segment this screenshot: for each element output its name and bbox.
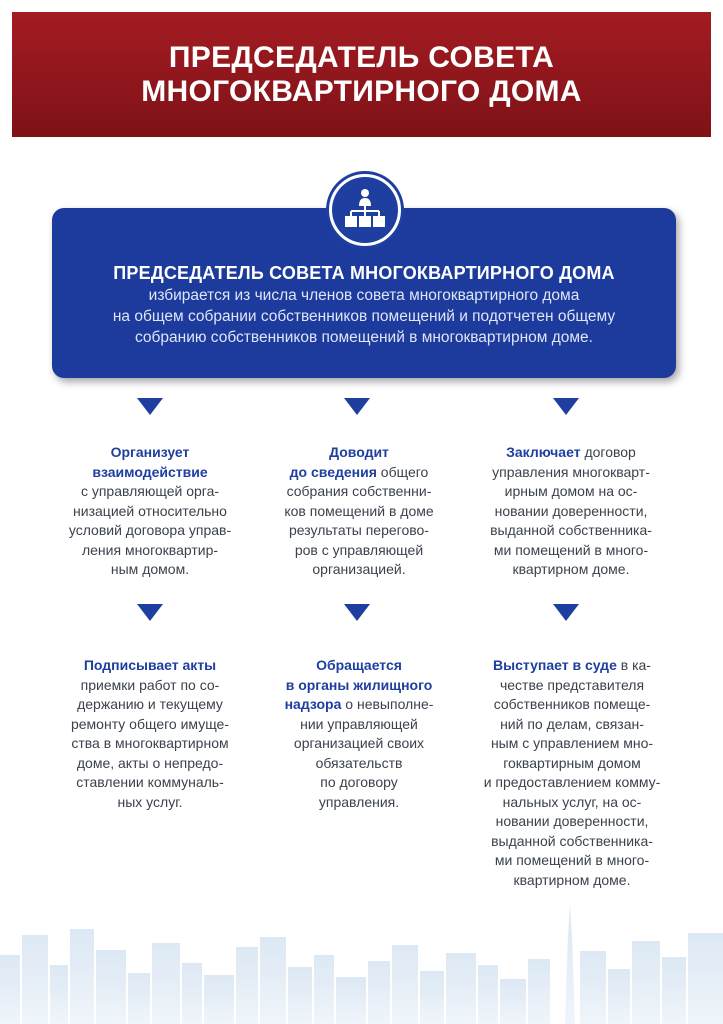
- down-arrow-icon: [553, 398, 579, 415]
- duty-line: новании доверенности,: [494, 502, 648, 519]
- duty-line: ства в многоквартирном: [71, 735, 229, 751]
- duty-line: ний по делам, связан-: [500, 715, 644, 732]
- duty-line: доме, акты о непредо-: [76, 754, 224, 771]
- hierarchy-org-chart-icon: [340, 185, 390, 235]
- duty-line: результаты перегово-: [289, 522, 429, 538]
- duty-line: и предоставлением комму-: [483, 774, 661, 790]
- duty-line: управления многокварт-: [492, 463, 650, 480]
- duty-line: новании доверенности,: [495, 813, 649, 829]
- down-arrow-icon: [553, 604, 579, 621]
- duty-line: нии управляющей: [300, 715, 418, 732]
- duty-concludes-contract: [476, 443, 666, 580]
- duty-bold: Заключает: [506, 444, 581, 460]
- duty-line: квартирном доме.: [512, 561, 630, 577]
- duty-line: ным с управлением мно-: [490, 735, 654, 751]
- duty-line: обязательств: [315, 754, 403, 771]
- duty-informs: [271, 443, 447, 580]
- intro-text: [52, 285, 676, 348]
- duty-line: по договору: [320, 774, 398, 790]
- duty-line: квартирном доме.: [513, 871, 631, 888]
- duty-line: с управляющей орга-: [80, 483, 220, 499]
- duty-bold: Обращается: [316, 657, 402, 673]
- duty-line: ми помещений в много-: [494, 852, 650, 868]
- header-banner: [12, 12, 711, 137]
- duty-line: собрания собственни-: [286, 483, 432, 499]
- city-skyline-illustration: [0, 895, 723, 1024]
- duty-line: ления многоквартир-: [81, 541, 219, 558]
- header-title-line-1: ПРЕДСЕДАТЕЛЬ СОВЕТА: [168, 40, 555, 74]
- intro-title: ПРЕДСЕДАТЕЛЬ СОВЕТА МНОГОКВАРТИРНОГО ДОМА: [113, 263, 615, 283]
- duty-line: ных услуг.: [117, 793, 183, 810]
- duty-text: о невыполне-: [341, 696, 434, 712]
- down-arrow-icon: [137, 398, 163, 415]
- intro-line: собранию собственников помещений в многоквартирном доме.: [135, 329, 593, 346]
- duty-line: низацией относительно: [73, 502, 227, 519]
- duty-text: общего: [376, 463, 429, 480]
- duty-line: организацией своих: [293, 735, 425, 751]
- duty-line: держанию и текущему: [77, 696, 223, 712]
- down-arrow-icon: [137, 604, 163, 621]
- duty-bold: Организует: [110, 444, 190, 460]
- duty-signs-acts: [60, 656, 240, 812]
- duty-line: ремонту общего имуще-: [70, 715, 229, 732]
- down-arrow-icon: [344, 398, 370, 415]
- down-arrow-icon: [344, 604, 370, 621]
- duty-line: собственников помеще-: [493, 696, 651, 712]
- duty-bold: Подписывает акты: [83, 657, 217, 673]
- duty-line: ми помещений в много-: [493, 541, 649, 558]
- duty-line: условий договора управ-: [68, 522, 232, 538]
- duty-line: ным домом.: [110, 561, 190, 577]
- duty-line: управления.: [318, 793, 400, 810]
- duty-line: нальных услуг, на ос-: [502, 793, 642, 810]
- duty-bold: Выступает в суде: [493, 657, 617, 673]
- duty-line: ирным домом на ос-: [504, 483, 638, 499]
- duty-line: организацией.: [312, 561, 406, 577]
- duty-bold: взаимодействие: [92, 463, 208, 480]
- intro-line: избирается из числа членов совета многоквартирного дома: [148, 287, 580, 304]
- duty-line: приемки работ по со-: [80, 676, 220, 693]
- duty-line: выданной собственника-: [491, 832, 653, 849]
- header-title-line-2: МНОГОКВАРТИРНОГО ДОМА: [141, 74, 582, 108]
- duty-line: гоквартирным домом: [503, 754, 641, 771]
- duty-line: ков помещений в доме: [284, 502, 434, 519]
- duty-organizes-interaction: [62, 443, 238, 580]
- intro-line: на общем собрании собственников помещений и подотчетен общему: [112, 308, 616, 325]
- duty-text: договор: [580, 444, 636, 460]
- duty-represents-in-court: [474, 656, 670, 890]
- duty-bold: в органы жилищного: [285, 676, 433, 693]
- duty-bold: надзора: [284, 696, 342, 712]
- duty-line: ров с управляющей: [294, 541, 424, 558]
- duty-appeals-housing-inspection: [268, 656, 450, 812]
- duty-text: в ка-: [616, 657, 651, 673]
- duty-bold: до сведения: [289, 463, 377, 480]
- duty-bold: Доводит: [329, 444, 389, 460]
- hierarchy-icon-badge: [326, 171, 404, 249]
- duty-line: ставлении коммуналь-: [76, 774, 224, 790]
- duty-line: честве представителя: [499, 676, 645, 693]
- duty-line: выданной собственника-: [490, 522, 652, 538]
